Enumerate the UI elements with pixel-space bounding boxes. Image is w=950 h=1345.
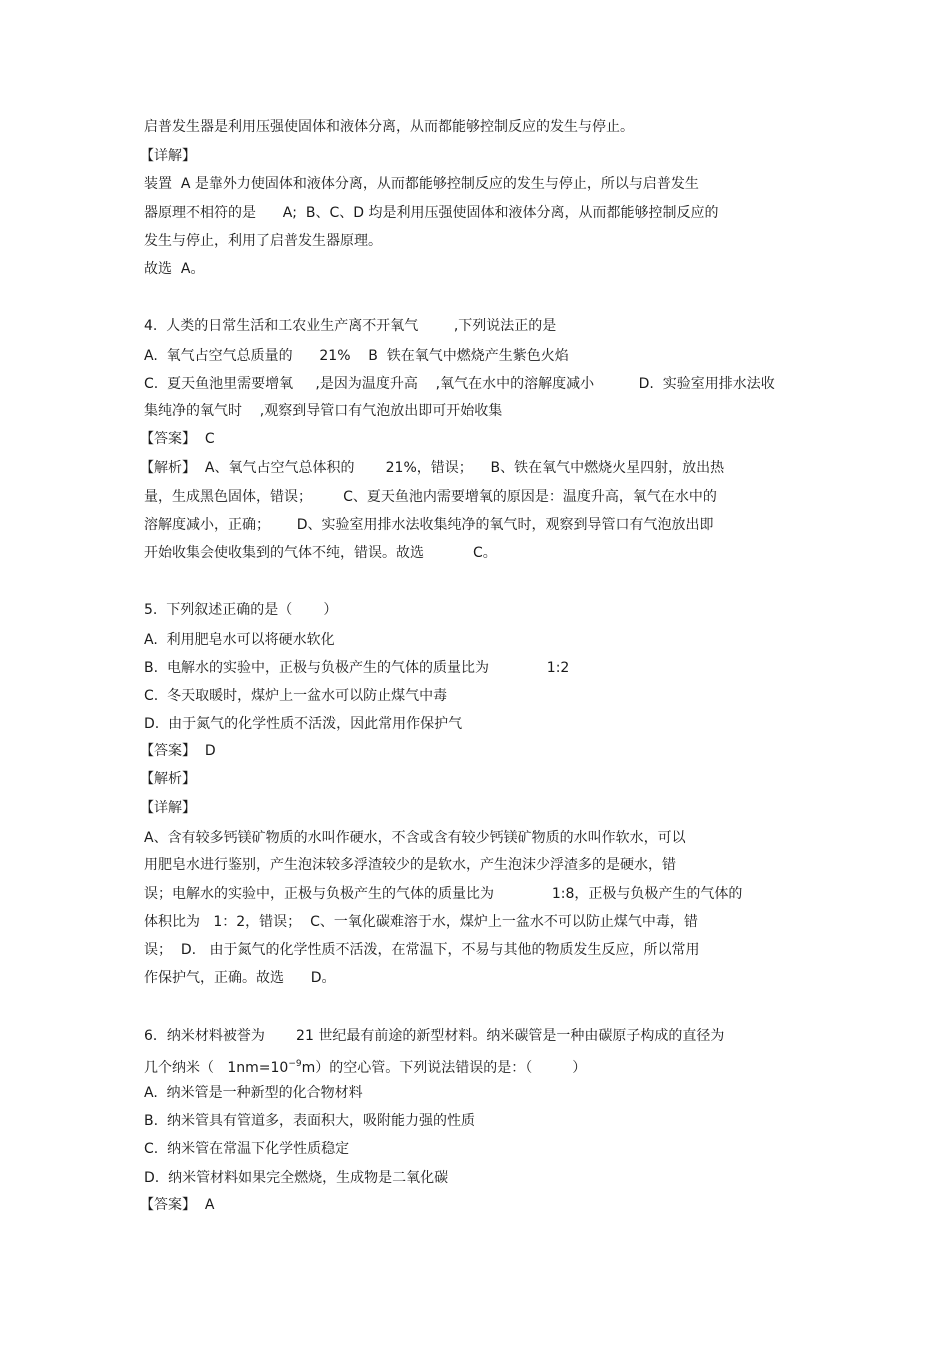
question-4-analysis: 开始收集会使收集到的气体不纯，错误。故选 C。 — [144, 545, 497, 561]
question-6-option: D. 纳米管材料如果完全燃烧，生成物是二氧化碳 — [144, 1170, 449, 1186]
text-line: 发生与停止，利用了启普发生器原理。 — [144, 233, 382, 249]
question-5-option: C. 冬天取暖时，煤炉上一盆水可以防止煤气中毒 — [144, 688, 448, 704]
question-5-analysis-label: 【解析】 — [140, 771, 196, 787]
text-line: 装置 A 是靠外力使固体和液体分离，从而都能够控制反应的发生与停止，所以与启普发生 — [144, 176, 699, 192]
question-4-option: A. 氧气占空气总质量的 21% B 铁在氧气中燃烧产生紫色火焰 — [144, 348, 569, 364]
question-5-answer: 【答案】 D — [140, 743, 216, 759]
question-5-detail: 误； D. 由于氮气的化学性质不活泼，在常温下，不易与其他的物质发生反应，所以常用 — [144, 942, 700, 958]
question-6-option: A. 纳米管是一种新型的化合物材料 — [144, 1085, 363, 1101]
text-line: 启普发生器是利用压强使固体和液体分离，从而都能够控制反应的发生与停止。 — [144, 119, 634, 135]
question-5-option: B. 电解水的实验中，正极与负极产生的气体的质量比为 1:2 — [144, 660, 570, 676]
question-5-detail: A、含有较多钙镁矿物质的水叫作硬水，不含或含有较少钙镁矿物质的水叫作软水，可以 — [144, 830, 686, 846]
text-line: 器原理不相符的是 A; B、C、D 均是利用压强使固体和液体分离，从而都能够控制反应的 — [144, 205, 719, 221]
stem-text: m）的空心管。下列说法错误的是：（ ） — [301, 1060, 587, 1076]
question-4-analysis: 溶解度减小，正确； D、实验室用排水法收集纯净的氧气时，观察到导管口有气泡放出即 — [144, 517, 714, 533]
question-6-option: C. 纳米管在常温下化学性质稳定 — [144, 1141, 350, 1157]
question-4-option: C. 夏天鱼池里需要增氧 ,是因为温度升高 ,氧气在水中的溶解度减小 D. 实验室用排水法收 — [144, 376, 775, 392]
question-4-stem: 4. 人类的日常生活和工农业生产离不开氧气 ,下列说法正的是 — [144, 318, 557, 334]
exponent: −9 — [288, 1059, 302, 1069]
question-5-detail-label: 【详解】 — [140, 800, 196, 816]
question-4-analysis: 量，生成黑色固体，错误； C、夏天鱼池内需要增氧的原因是：温度升高，氧气在水中的 — [144, 489, 717, 505]
question-6-stem — [144, 1055, 586, 1077]
question-4-option: 集纯净的氧气时 ,观察到导管口有气泡放出即可开始收集 — [144, 403, 503, 419]
question-6-answer: 【答案】 A — [140, 1197, 215, 1213]
question-5-detail: 体积比为 1：2，错误； C、一氧化碳难溶于水，煤炉上一盆水不可以防止煤气中毒，错 — [144, 914, 698, 930]
question-5-option: D. 由于氮气的化学性质不活泼，因此常用作保护气 — [144, 716, 463, 732]
question-6-stem: 6．纳米材料被誉为 21 世纪最有前途的新型材料。纳米碳管是一种由碳原子构成的直径为 — [144, 1028, 725, 1044]
question-5-stem: 5. 下列叙述正确的是（ ） — [144, 602, 338, 618]
stem-text: 几个纳米（ 1nm=10 — [144, 1060, 289, 1076]
question-5-detail: 误；电解水的实验中，正极与负极产生的气体的质量比为 1:8，正极与负极产生的气体的 — [144, 886, 743, 902]
question-5-detail: 用肥皂水进行鉴别，产生泡沫较多浮渣较少的是软水，产生泡沫少浮渣多的是硬水，错 — [144, 857, 676, 873]
detail-label: 【详解】 — [140, 148, 196, 164]
question-4-answer: 【答案】 C — [140, 431, 215, 447]
question-5-option: A. 利用肥皂水可以将硬水软化 — [144, 632, 335, 648]
question-6-option: B. 纳米管具有管道多，表面积大，吸附能力强的性质 — [144, 1113, 475, 1129]
question-5-detail: 作保护气，正确。故选 D。 — [144, 970, 336, 986]
conclusion-line: 故选 A。 — [144, 261, 205, 277]
question-4-analysis: 【解析】 A、氧气占空气总体积的 21%，错误； B、铁在氧气中燃烧火星四射，放出热 — [140, 460, 725, 476]
